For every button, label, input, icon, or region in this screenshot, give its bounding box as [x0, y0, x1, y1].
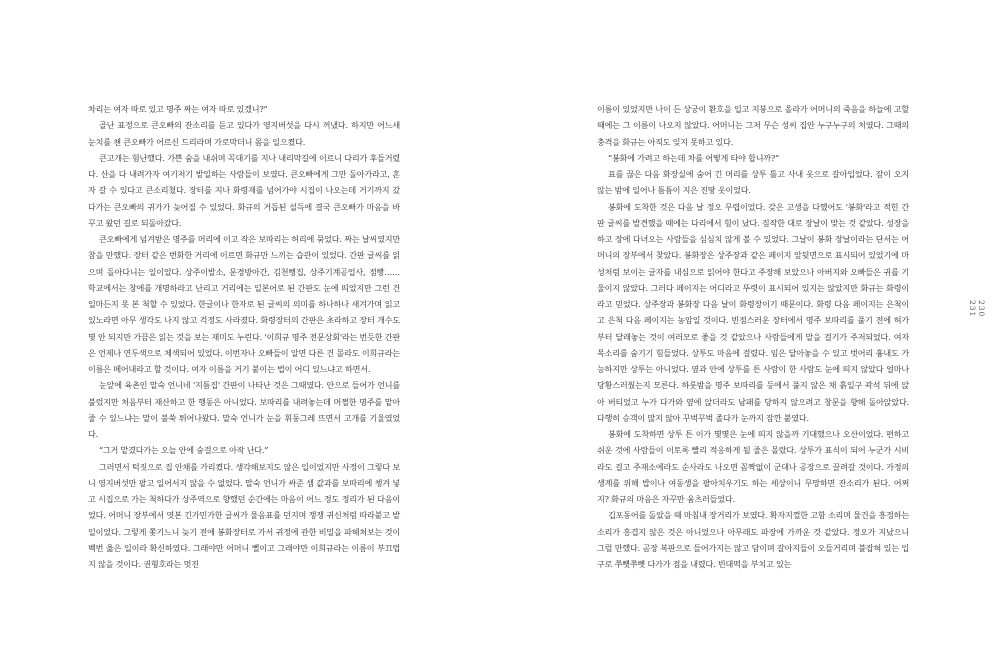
paragraph: “봉화에 가려고 하는데 차를 어떻게 타야 합니까?” — [608, 152, 780, 163]
page-number-left: 230 — [977, 300, 986, 318]
paragraph: 표를 끊은 다음 화장실에 숨어 긴 머리를 상투 틀고 사내 옷으로 갈아입었다. 잠이 오지 않는 밤에 일어나 틈틈이 지은 진땅 옷이었다. — [597, 169, 909, 196]
paragraph: 눈앞에 육촌인 말숙 언니네 '지틈집' 간판이 나타난 것은 그때였다. 안으로 들어가 언니를 불렀지만 처음부터 재산하고 한 행동은 아니었다. 보따리를 내려놓는데 머쩔한 명주를 맡아줄 수 있느냐는 말이 불쑥 튀어나왔다. 말숙 언니가 눈을 휘둥그레 뜨면서 고개를 기울였었다. — [88, 380, 400, 439]
page-number-right: 231 — [968, 300, 977, 318]
paragraph: 봉화에 도착하면 상투 튼 이가 몇몇은 눈에 띄지 않을까 기대했으나 오산이었다. 편하고 쉬운 것에 사람들이 이토록 빨리 적응하게 될 줄은 몰랐다. 상투가 표식이 되어 누군가 시비라도 걸고 주재소에라도 순사라도 나오면 꼼짝없이 군대나 공장으로 끌려갈 것이다. 가정의 생계를 위해 밥이나 여동생을 팔아치우기도 하는 세상이니 무망하면 잔소리가 된다. 어쩌지? 화규의 마음은 자꾸만 움츠러들었다. — [597, 429, 909, 504]
paragraph: 골난 표정으로 큰오빠의 잔소리를 듣고 있다가 영지버섯을 다시 꺼냈다. 하지만 어느새 눈치를 챈 큰오빠가 어르신 드리라며 가로막더니 몸을 일으켰다. — [88, 120, 400, 147]
paragraph: 큰고개는 험난했다. 가쁜 숨을 내쉬며 꼭대기를 지나 내리막길에 이르니 다리가 후들거렸다. 산을 다 내려가자 여기저기 밭일하는 사람들이 보였다. 큰오빠에게 그만 돌아가라고, 혼자 갈 수 있다고 큰소리쳤다. 장터를 지나 화령재를 넘어가야 시집이 나오는데 거기까지 갔다가는 큰오빠의 귀가가 늦어질 수 있었다. 화규의 거듭된 설득에 결국 큰오빠가 마음을 바꾸고 왔던 길로 되돌아갔다. — [88, 152, 400, 228]
paragraph: 그러면서 턱짓으로 집 안채를 가리켰다. 생각해보지도 않은 일이었지만 사정이 그렇다 보니 영지버섯만 팔고 일어서지 않을 수 없었다. 말숙 언니가 싸준 셈 값과를 보따리에 챙겨 넣고 시집으로 가는 척하다가 상주역으로 향했던 순간에는 마음이 어느 정도 정리가 된 다음이었다. 어머니 장부에서 엿본 긴가민가한 글씨가 물음표를 던지며 쟁쟁 귀신처럼 따라붙고 밭 일이었다. 그렇게 쫓기느니 늦기 전에 봉화장터로 가서 귀정에 관한 비밀을 파헤쳐보는 것이 백번 옳은 일이라 확신하였다. 그래야만 어머니 뻘이고 그래야만 이희규라는 이름이 부끄럽지 않을 것이다. 권형호라는 멋진 — [88, 461, 400, 569]
paragraph: 깁포동어를 돌았을 때 마침내 장거리가 보였다. 확자지껄한 고함 소리며 물건을 흥정하는 소리가 흥겹지 않은 것은 아니었으나 아무래도 파장에 가까운 것 같았다. 정오가 지났으니 그럴 만했다. 곰장 복판으로 들어가지는 않고 담이며 갈아지들이 오들거리며 불잡혀 있는 입구로 쭈뼛쭈뼛 다가가 점을 내렸다. 빈대떡을 부치고 있는 — [597, 510, 909, 569]
paragraph: “그거 맡겼다가는 오늘 안에 숭걸으로 아작 난다.” — [99, 445, 269, 456]
right-page-text — [597, 101, 909, 572]
paragraph: 이름이 있었지만 나이 든 상궁이 환호을 입고 지붕으로 올라가 어머니의 죽음을 하늘에 고할 때에는 그 이름이 나오지 않았다. 어머니는 그저 무슨 성씨 집안 누구누구의 처였다. 그때의 충격을 화규는 아직도 잊지 못하고 있다. — [597, 104, 909, 147]
paragraph: 차리는 여자 따로 있고 명주 짜는 여자 따로 있겠니?” — [88, 104, 268, 114]
left-page-text — [88, 101, 400, 572]
paragraph: 봉화에 도착한 것은 다음 날 정오 무렵이었다. 갖은 고생을 다했어도 '봉화'라고 적힌 간판 글씨를 발견했을 때에는 다리에서 힘이 났다. 짐작한 대로 장날이 맞는 것 같았다. 성장을 하고 장에 다녀오는 사람들을 심심치 않게 볼 수 있었다. 그날이 봉화 장날이라는 단서는 어머니의 장부에서 찾았다. 봉화장은 상주장과 같은 페이지 앞뒷면으로 표시되어 있었기에 마성처럼 보이는 글자를 내심으로 읽어야 한다고 주장해 보았으나 아버지와 오빠들은 귀를 기울이지 않았다. 그러다 페이지는 어디라고 뚜렷이 표시되어 있지는 않았지만 화규는 화령이라고 믿었다. 상주장과 봉화장 다음 날이 화령장이기 때문이다. 화령 다음 페이지는 은척이고 은척 다음 페이지는 농암일 것이다. 빈점스러운 장터에서 명주 보따리를 풀기 전에 허가부터 달래놓는 것이 여러모로 좋을 것 같았으나 사람들에게 말을 걸기가 주저되었다. 여자 목소리를 숨기기 힘들었다. 상투도 마음에 걸렸다. 임은 달아놓을 수 있고 벗어리 흉내도 가능하지만 상투는 아니었다. 옆과 안에 상투를 튼 사람이 한 사람도 눈에 띄지 않았다 얼마나 당황스러웠는지 모른다. 하룻밤을 명주 보따리를 등에서 풀지 않은 채 흙일구 곽석 뒤에 앉아 버티었고 누가 다가와 옆에 앉더라도 남패를 당하지 않으려고 창문을 향해 돌아앉았다. 다행히 승객이 많지 않아 꾸벅꾸벅 졸다가 눈까지 잠깐 붙였다. — [597, 201, 909, 423]
page-numbers — [968, 300, 986, 317]
paragraph: 큰오빠에게 넘겨받은 명주를 머리에 이고 작은 보따리는 허리에 묶었다. 짜는 날씨였지만 참을 만했다. 장터 같은 번화한 거리에 이르면 화규만 느끼는 습관이 있었다. 간판 글씨를 읽으며 돌아다니는 일이었다. 상주이발소, 문경방아간, 김천뻥집, 상주기계공업사, 점빵…… 학교에서는 창에를 개명하라고 난리고 거리에는 일본어로 된 간판도 눈에 띄었지만 그런 건 일마든지 못 본 척할 수 있었다. 한글이나 한자로 된 글씨의 의미를 하나하나 새겨가며 읽고 있노라면 아무 생각도 나지 않고 걱정도 사라졌다. 화령장터의 간판은 초라하고 장터 개수도 몇 안 되지만 가끔은 읽는 것을 보는 재미도 누린다. '이희규 명주 전문상회'라는 번듯한 간판은 언제나 연두색으로 체색되어 있었다. 이번자나 오빠들이 알면 다른 건 몰라도 이희규라는 이름은 떼어내라고 할 것이다. 여자 이름을 거기 붙이는 법이 어디 있느냐고 하면서. — [88, 234, 400, 374]
